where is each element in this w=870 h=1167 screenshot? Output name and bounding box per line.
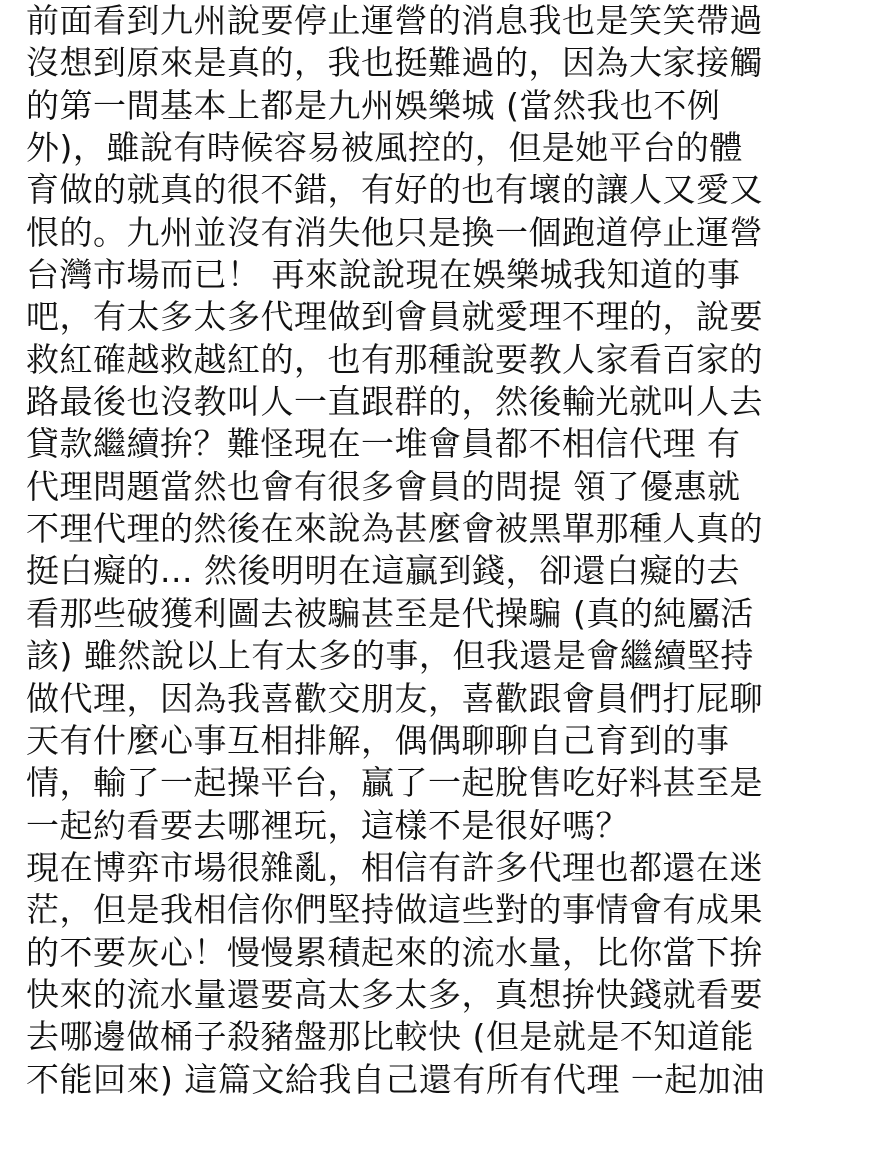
text-line: 做代理，因為我喜歡交朋友，喜歡跟會員們打屁聊 [26,678,763,718]
text-line: 情，輸了一起操平台，贏了一起脫售吃好料甚至是 [26,763,763,803]
text-line: 前面看到九州說要停止運營的消息我也是笑笑帶過 [26,1,763,40]
text-line: 快來的流水量還要高太多太多，真想拚快錢就看要 [26,974,763,1014]
text-line: 看那些破獲利圖去被騙甚至是代操騙 (真的純屬活 [26,593,754,633]
text-line: 外)，雖說有時候容易被風控的，但是她平台的體 [26,128,743,168]
text-line: 吧，有太多太多代理做到會員就愛理不理的，說要 [26,297,763,337]
text-line: 恨的。九州並沒有消失他只是換一個跑道停止運營 [26,212,763,252]
text-line: 不能回來) 這篇文給我自己還有所有代理 一起加油 [26,1059,765,1099]
text-line: 貸款繼續拚？難怪現在一堆會員都不相信代理 有 [26,424,741,464]
text-line: 現在博弈市場很雜亂，相信有許多代理也都還在迷 [26,847,763,887]
text-line: 救紅確越救越紅的，也有那種說要教人家看百家的 [26,339,763,379]
text-line: 的第一間基本上都是九州娛樂城 (當然我也不例 [26,85,721,125]
text-line: 該) 雖然說以上有太多的事，但我還是會繼續堅持 [26,636,754,676]
text-line: 台灣市場而已！ 再來說說現在娛樂城我知道的事 [26,255,741,295]
text-line: 去哪邊做桶子殺豬盤那比較快 (但是就是不知道能 [26,1017,754,1057]
text-line: 沒想到原來是真的，我也挺難過的，因為大家接觸 [26,43,763,83]
text-line: 一起約看要去哪裡玩，這樣不是很好嗎？ [26,805,629,845]
text-line: 不理代理的然後在來說為甚麼會被黑單那種人真的 [26,509,763,549]
text-line: 路最後也沒教叫人一直跟群的，然後輸光就叫人去 [26,382,763,422]
text-line: 天有什麼心事互相排解，偶偶聊聊自己育到的事 [26,720,730,760]
text-line: 代理問題當然也會有很多會員的問提 領了優惠就 [26,466,741,506]
text-line: 挺白癡的... 然後明明在這贏到錢，卻還白癡的去 [26,551,740,591]
text-line: 茫，但是我相信你們堅持做這些對的事情會有成果 [26,890,763,930]
text-line: 的不要灰心！慢慢累積起來的流水量，比你當下拚 [26,932,763,972]
text-line: 育做的就真的很不錯，有好的也有壞的讓人又愛又 [26,170,763,210]
